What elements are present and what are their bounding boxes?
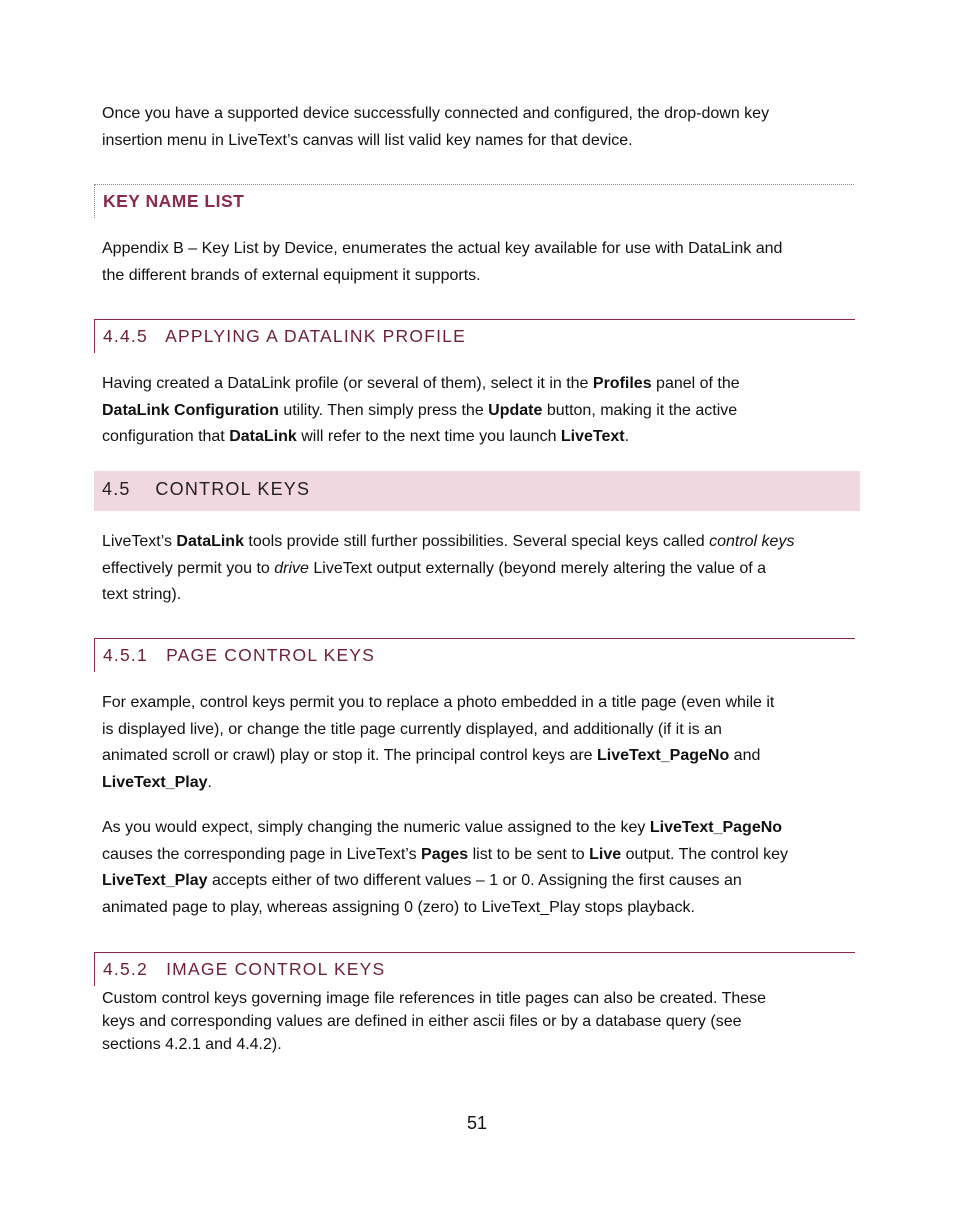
heading-4-4-5: [94, 319, 855, 353]
italic-term: drive: [274, 559, 309, 577]
heading-4-5-1: [94, 638, 855, 672]
bold-term: LiveText: [560, 428, 625, 445]
text-line: insertion menu in LiveText’s canvas will list valid key names for that device.: [102, 131, 633, 149]
italic-term: control keys: [709, 533, 795, 550]
section-4-4-5-paragraph: Having created a DataLink profile (or several of them), select it in the Profiles panel of the DataLink Configuration utility. Then simply press the Update button, making it the active configuration that DataLink will refer to the next time you launch LiveText.: [102, 375, 740, 445]
bold-term: LiveText_Play: [102, 872, 208, 889]
section-4-5-2-paragraph: Custom control keys governing image file references in title pages can also be created. These keys and corresponding values are defined in either ascii files or by a database query (see sections 4.2.1 and 4.4.2).: [102, 990, 767, 1053]
heading-key-name-list: [94, 184, 854, 218]
bold-term: DataLink: [229, 428, 297, 445]
heading-4-5: [94, 471, 860, 511]
page-number: 51: [466, 1113, 488, 1133]
text-line: Once you have a supported device successfully connected and configured, the drop-down key: [102, 105, 770, 122]
heading-text: 4.5.2 IMAGE CONTROL KEYS: [103, 959, 386, 979]
bold-term: Profiles: [592, 375, 652, 392]
heading-text: KEY NAME LIST: [103, 191, 245, 211]
section-4-5-1-paragraph-1: For example, control keys permit you to replace a photo embedded in a title page (even while it is displayed live), or change the title page currently displayed, and additionally (if it is an animated scroll or crawl) play or stop it. The principal control keys are LiveText_PageNo and LiveText_Play.: [102, 694, 775, 791]
heading-text: 4.5.1 PAGE CONTROL KEYS: [103, 645, 376, 665]
bold-term: DataLink Configuration: [102, 401, 279, 419]
intro-paragraph: [102, 101, 842, 154]
text-line: Appendix B – Key List by Device, enumerates the actual key available for use with DataLink and: [102, 240, 783, 257]
bold-term: LiveText_Play: [102, 773, 208, 791]
bold-term: LiveText_PageNo: [597, 747, 730, 764]
bold-term: Update: [488, 401, 543, 419]
bold-term: LiveText_PageNo: [649, 819, 783, 836]
section-4-5-1-paragraph-2: As you would expect, simply changing the numeric value assigned to the key LiveText_PageNo causes the corresponding page in LiveText’s Pages list to be sent to Live output. The control key LiveText_Play accepts either of two different values – 1 or 0. Assigning the first causes an animated page to play, whereas assigning 0 (zero) to LiveText_Play stops playback.: [102, 819, 789, 916]
key-name-list-paragraph: [102, 236, 842, 289]
heading-text: 4.4.5 APPLYING A DATALINK PROFILE: [103, 326, 466, 346]
bold-term: DataLink: [176, 533, 244, 550]
heading-text: 4.5 CONTROL KEYS: [102, 479, 311, 499]
heading-4-5-2: [94, 952, 855, 986]
bold-term: Live: [589, 845, 622, 863]
section-4-5-paragraph: LiveText’s DataLink tools provide still further possibilities. Several special keys called control keys effectively permit you to drive LiveText output externally (beyond merely altering the value of a text string).: [102, 533, 795, 603]
text-line: the different brands of external equipment it supports.: [102, 266, 481, 284]
bold-term: Pages: [421, 845, 469, 863]
